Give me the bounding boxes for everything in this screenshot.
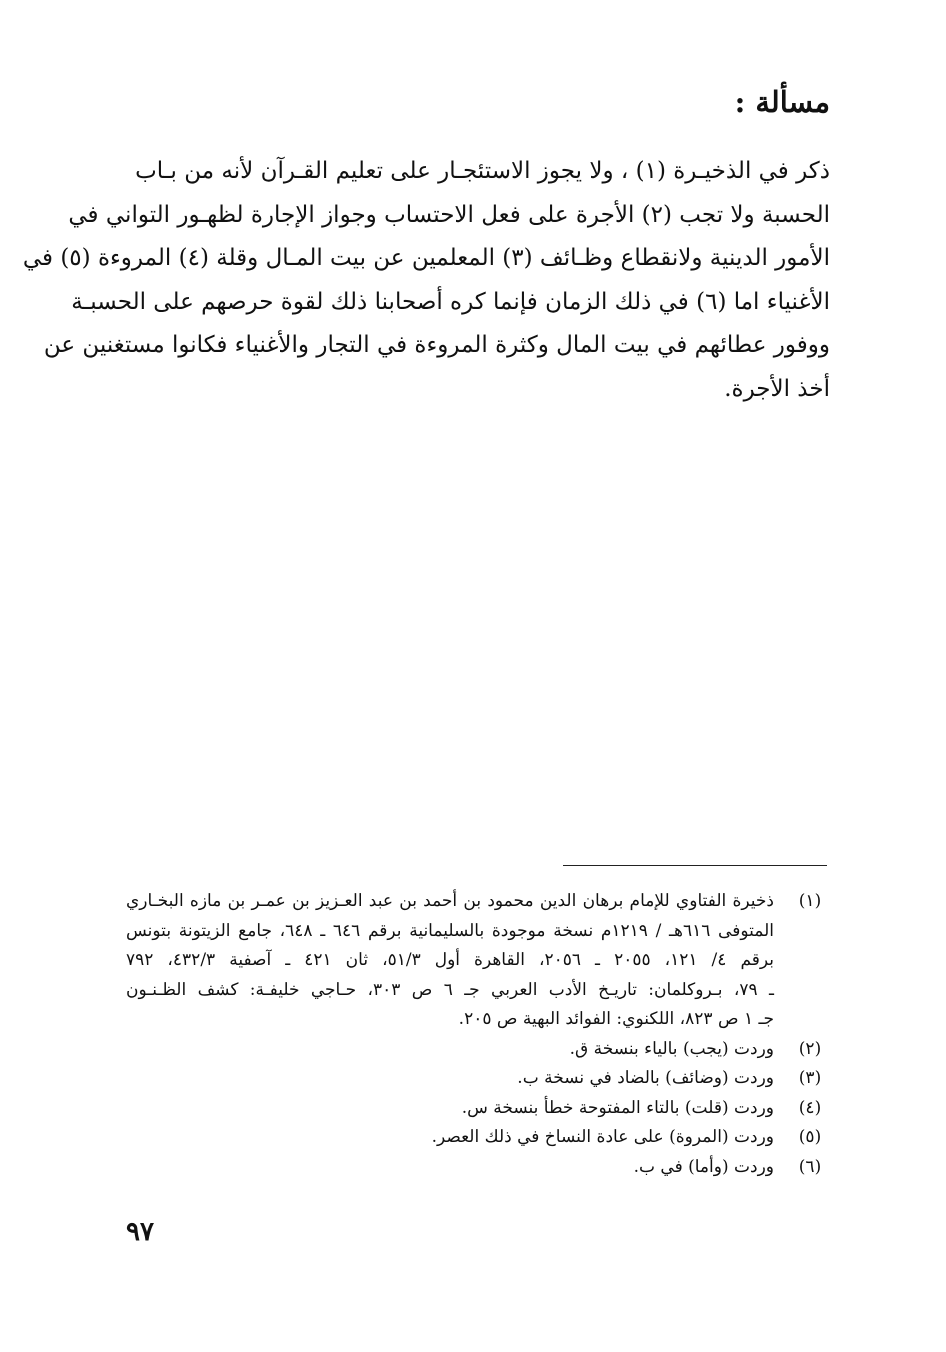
page-number: ٩٧ bbox=[126, 1217, 154, 1247]
footnote-line: ذخيرة الفتاوي للإمام برهان الدين محمود بن أحمد بن عبد العـزيز بن عمـر بن مازه البخـاري bbox=[126, 891, 775, 911]
body-line: الأغنياء اما (٦) في ذلك الزمان فإنما كره أصحابنا ذلك لقوة حرصهم على الحسبـة bbox=[71, 288, 830, 315]
footnote-number: (٦) bbox=[798, 1156, 822, 1177]
footnote-line: برقم ٤/ ١٢١، ٢٠٥٥ ـ ٢٠٥٦، القاهرة أول ٥١/٣، ثان ٤٢١ ـ آصفية ٤٣٢/٣، ٧٩٢ bbox=[126, 950, 774, 970]
footnote-number: (٣) bbox=[798, 1068, 822, 1088]
footnote-item bbox=[126, 1035, 830, 1065]
footnote-line: وردت (قلت) بالتاء المفتوحة خطأ بنسخة س. bbox=[461, 1097, 774, 1118]
footnote-item bbox=[126, 1153, 830, 1183]
footnote-line: وردت (وأما) في ب. bbox=[633, 1156, 774, 1177]
footnote-item bbox=[126, 887, 830, 1035]
body-line: أخذ الأجرة. bbox=[724, 375, 830, 402]
footnote-item bbox=[126, 1123, 830, 1153]
footnote-line: وردت (يجب) بالياء بنسخة ق. bbox=[569, 1038, 774, 1059]
footnote-line: وردت (وضائف) بالضاد في نسخة ب. bbox=[517, 1068, 774, 1088]
footnote-line: المتوفى ٦١٦هـ / ١٢١٩م نسخة موجودة بالسليمانية برقم ٦٤٦ ـ ٦٤٨، جامع الزيتونة بتونس bbox=[126, 920, 774, 941]
footnote-separator bbox=[563, 865, 827, 866]
footnote-line: جـ ١ ص ٨٢٣، اللكنوي: الفوائد البهية ص ٢٠٥. bbox=[458, 1009, 774, 1029]
body-line: ذكر في الذخيـرة (١) ، ولا يجوز الاستئجـار على تعليم القـرآن لأنه من بـاب bbox=[135, 158, 830, 184]
footnote-line: وردت (المروة) على عادة النساخ في ذلك العصر. bbox=[431, 1127, 774, 1147]
body-line: ووفور عطائهم في بيت المال وكثرة المروءة في التجار والأغنياء فكانوا مستغنين عن bbox=[43, 332, 830, 358]
footnote-item bbox=[126, 1064, 830, 1094]
footnote-number: (٥) bbox=[798, 1127, 822, 1147]
body-line: الحسبة ولا تجب (٢) الأجرة على فعل الاحتساب وجواز الإجارة لظهـور التواني في bbox=[68, 201, 830, 228]
section-heading: مسألة : bbox=[734, 85, 830, 119]
footnote-number: (٤) bbox=[798, 1097, 822, 1118]
body-line: الأمور الدينية ولانقطاع وظـائف (٣) المعلمين عن بيت المـال وقلة (٤) المروءة (٥) في bbox=[22, 245, 830, 271]
footnote-number: (١) bbox=[798, 891, 822, 911]
body-paragraph bbox=[22, 150, 830, 411]
footnote-number: (٢) bbox=[798, 1038, 822, 1059]
footnote-line: ـ ٧٩، بـروكلمان: تاريـخ الأدب العربي جـ ٦ ص ٣٠٣، حـاجي خليفـة: كشف الظـنـون bbox=[126, 979, 774, 1000]
footnotes-list bbox=[126, 887, 830, 1182]
footnote-item bbox=[126, 1094, 830, 1124]
